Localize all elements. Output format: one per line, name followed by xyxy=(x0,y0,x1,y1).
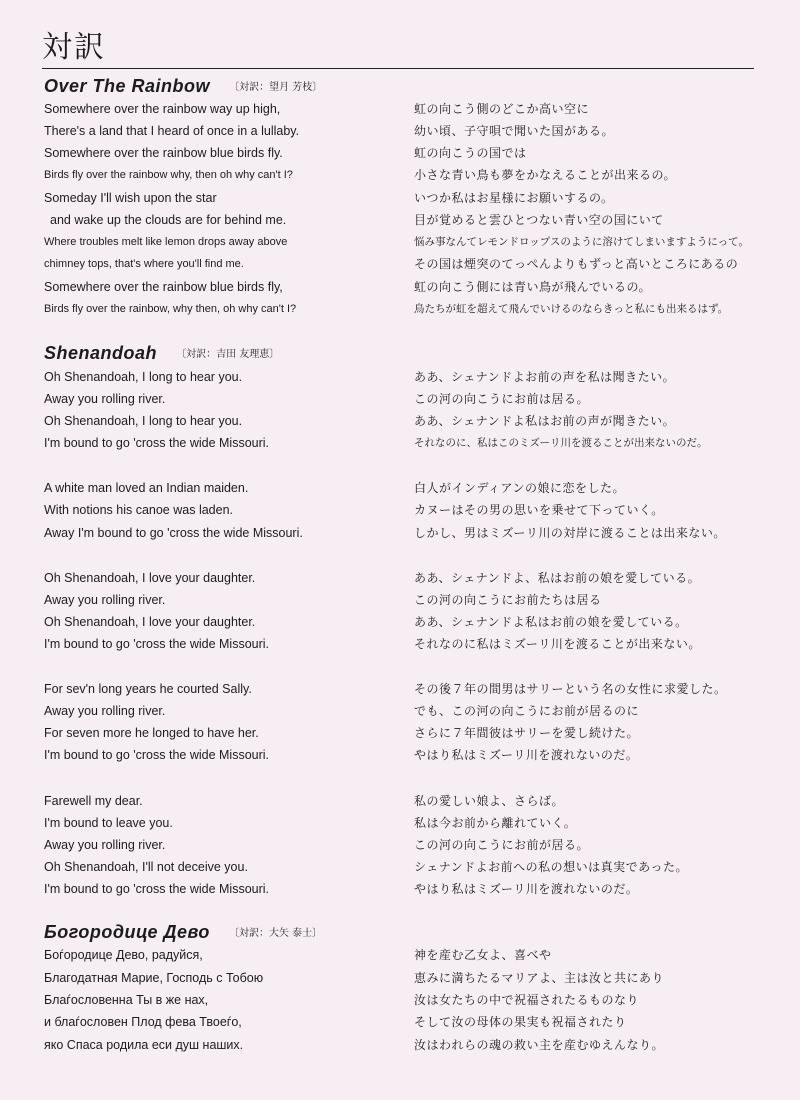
lyric-line-ja: そして汝の母体の果実も祝福されたり xyxy=(414,1015,627,1029)
lyric-line-en: Farewell my dear. xyxy=(44,794,143,808)
lyric-line-ja: ああ、シェナンドよ、私はお前の娘を愛している。 xyxy=(414,571,701,585)
translator-credit: 〔対訳：大矢 泰士〕 xyxy=(228,928,323,939)
page-title: 対訳 xyxy=(42,30,106,65)
lyric-line-en: I'm bound to go 'cross the wide Missouri. xyxy=(44,436,270,450)
lyric-line-ja: しかし、男はミズーリ川の対岸に渡ることは出来ない。 xyxy=(414,526,726,540)
lyric-line-en: Away you rolling river. xyxy=(44,838,166,852)
lyric-line-en: For seven more he longed to have her. xyxy=(44,726,259,740)
lyric-line-en: Where troubles melt like lemon drops away above xyxy=(44,236,288,248)
lyric-line-ja: 虹の向こうの国では xyxy=(414,146,527,160)
song-heading xyxy=(44,922,322,943)
lyric-line-en: For sev'n long years he courted Sally. xyxy=(44,682,252,696)
lyric-line-ja: それなのに、私はこのミズーリ川を渡ることが出来ないのだ。 xyxy=(414,437,708,449)
lyric-line-ja: 汝は女たちの中で祝福されたるものなり xyxy=(414,993,640,1007)
lyric-line-ja: やはり私はミズーリ川を渡れないのだ。 xyxy=(414,748,639,762)
lyric-line-en: I'm bound to go 'cross the wide Missouri. xyxy=(44,748,270,762)
lyric-line-en: Away you rolling river. xyxy=(44,593,166,607)
lyric-line-en: chimney tops, that's where you'll find me. xyxy=(44,258,244,270)
lyric-line-ja: 汝はわれらの魂の救い主を産むゆえんなり。 xyxy=(414,1038,665,1052)
lyric-line-en: Away you rolling river. xyxy=(44,392,166,406)
lyric-line-en: A white man loved an Indian maiden. xyxy=(44,481,249,495)
lyric-line-en: Oh Shenandoah, I long to hear you. xyxy=(44,370,243,384)
song-title: Богородице Дево xyxy=(44,922,210,942)
lyric-line-en: Away you rolling river. xyxy=(44,704,166,718)
song-heading xyxy=(44,343,279,364)
lyric-line-ja: ああ、シェナンドよ私はお前の声が聞きたい。 xyxy=(414,414,676,428)
lyric-line-en: I'm bound to go 'cross the wide Missouri. xyxy=(44,882,270,896)
translator-credit: 〔対訳：望月 芳枝〕 xyxy=(229,82,323,93)
lyric-line-en: Oh Shenandoah, I love your daughter. xyxy=(44,571,256,585)
song-heading xyxy=(44,76,322,97)
song-title: Over The Rainbow xyxy=(44,76,211,96)
lyric-line-ja: カヌーはその男の思いを乗せて下っていく。 xyxy=(414,503,664,517)
lyric-line-en: With notions his canoe was laden. xyxy=(44,503,233,517)
lyric-line-en: Somewhere over the rainbow blue birds fly, xyxy=(44,280,283,294)
lyric-line-ja: それなのに私はミズーリ川を渡ることが出来ない。 xyxy=(414,637,701,651)
lyric-line-ja: 小さな青い鳥も夢をかなえることが出来るの。 xyxy=(414,168,677,182)
lyric-line-ja: シェナンドよお前への私の想いは真実であった。 xyxy=(414,860,689,874)
lyric-line-en: I'm bound to go 'cross the wide Missouri. xyxy=(44,637,270,651)
lyric-line-ja: その後７年の間男はサリーという名の女性に求愛した。 xyxy=(414,682,727,696)
lyric-line-ja: でも、この河の向こうにお前が居るのに xyxy=(414,704,640,718)
lyric-line-ru: Блаѓословенна Ты в же нах, xyxy=(44,993,209,1007)
lyric-line-ja: 虹の向こう側には青い鳥が飛んでいるの。 xyxy=(414,280,652,294)
lyric-line-en: and wake up the clouds are for behind me. xyxy=(50,213,287,227)
lyric-line-en: Birds fly over the rainbow why, then oh why can't I? xyxy=(44,169,293,181)
lyric-line-en: Oh Shenandoah, I love your daughter. xyxy=(44,615,256,629)
song-title: Shenandoah xyxy=(44,343,158,363)
lyric-line-ja: やはり私はミズーリ川を渡れないのだ。 xyxy=(414,882,639,896)
lyric-line-ja: 私の愛しい娘よ、さらば。 xyxy=(414,794,565,808)
translator-credit: 〔対訳：吉田 友理恵〕 xyxy=(176,349,280,360)
lyric-line-ru: яко Спаса родила еси душ наших. xyxy=(44,1038,244,1052)
lyric-line-ja: ああ、シェナンドよお前の声を私は聞きたい。 xyxy=(414,370,676,384)
lyric-line-ru: и блаѓословен Плод фева Твоеѓо, xyxy=(44,1015,242,1029)
lyric-line-en: I'm bound to leave you. xyxy=(44,816,173,830)
lyric-line-en: Birds fly over the rainbow, why then, oh why can't I? xyxy=(44,303,297,315)
lyric-line-en: There's a land that I heard of once in a lullaby. xyxy=(44,124,300,138)
lyric-line-ja: この河の向こうにお前たちは居る xyxy=(414,593,602,607)
lyric-line-ja: 私は今お前から離れていく。 xyxy=(414,816,577,830)
lyric-line-ja: ああ、シェナンドよ私はお前の娘を愛している。 xyxy=(414,615,688,629)
lyric-line-ja: いつか私はお星様にお願いするの。 xyxy=(414,191,614,205)
lyric-line-ja: 目が覚めると雲ひとつない青い空の国にいて xyxy=(414,213,664,227)
lyric-line-ja: この河の向こうにお前は居る。 xyxy=(414,392,590,406)
lyric-line-ja: 悩み事なんてレモンドロップスのように溶けてしまいますようにって。 xyxy=(414,236,749,248)
lyric-line-en: Away I'm bound to go 'cross the wide Missouri. xyxy=(44,526,303,540)
lyric-line-en: Somewhere over the rainbow way up high, xyxy=(44,102,281,116)
lyric-line-ja: 白人がインディアンの娘に恋をした。 xyxy=(414,481,626,495)
lyric-line-en: Oh Shenandoah, I'll not deceive you. xyxy=(44,860,248,874)
title-divider xyxy=(42,68,754,69)
lyric-line-ja: その国は煙突のてっぺんよりもずっと高いところにあるの xyxy=(414,257,739,271)
lyric-line-en: Oh Shenandoah, I long to hear you. xyxy=(44,414,243,428)
lyric-line-ja: この河の向こうにお前が居る。 xyxy=(414,838,590,852)
lyric-line-ru: Боѓородице Дево, радуйся, xyxy=(44,948,203,962)
lyric-line-ru: Благодатная Марие, Господь с Тобою xyxy=(44,971,264,985)
lyric-line-ja: 虹の向こう側のどこか高い空に xyxy=(414,102,590,116)
lyric-line-ja: 鳥たちが虹を超えて飛んでいけるのならきっと私にも出来るはず。 xyxy=(414,303,729,315)
lyric-line-en: Somewhere over the rainbow blue birds fly. xyxy=(44,146,283,160)
lyric-line-ja: 神を産む乙女よ、喜べや xyxy=(414,948,552,962)
lyric-line-ja: 幼い頃、子守唄で聞いた国がある。 xyxy=(414,124,615,138)
lyric-line-ja: さらに７年間彼はサリーを愛し続けた。 xyxy=(414,726,640,740)
lyric-line-ja: 恵みに満ちたるマリアよ、主は汝と共にあり xyxy=(414,971,665,985)
lyric-line-en: Someday I'll wish upon the star xyxy=(44,191,217,205)
